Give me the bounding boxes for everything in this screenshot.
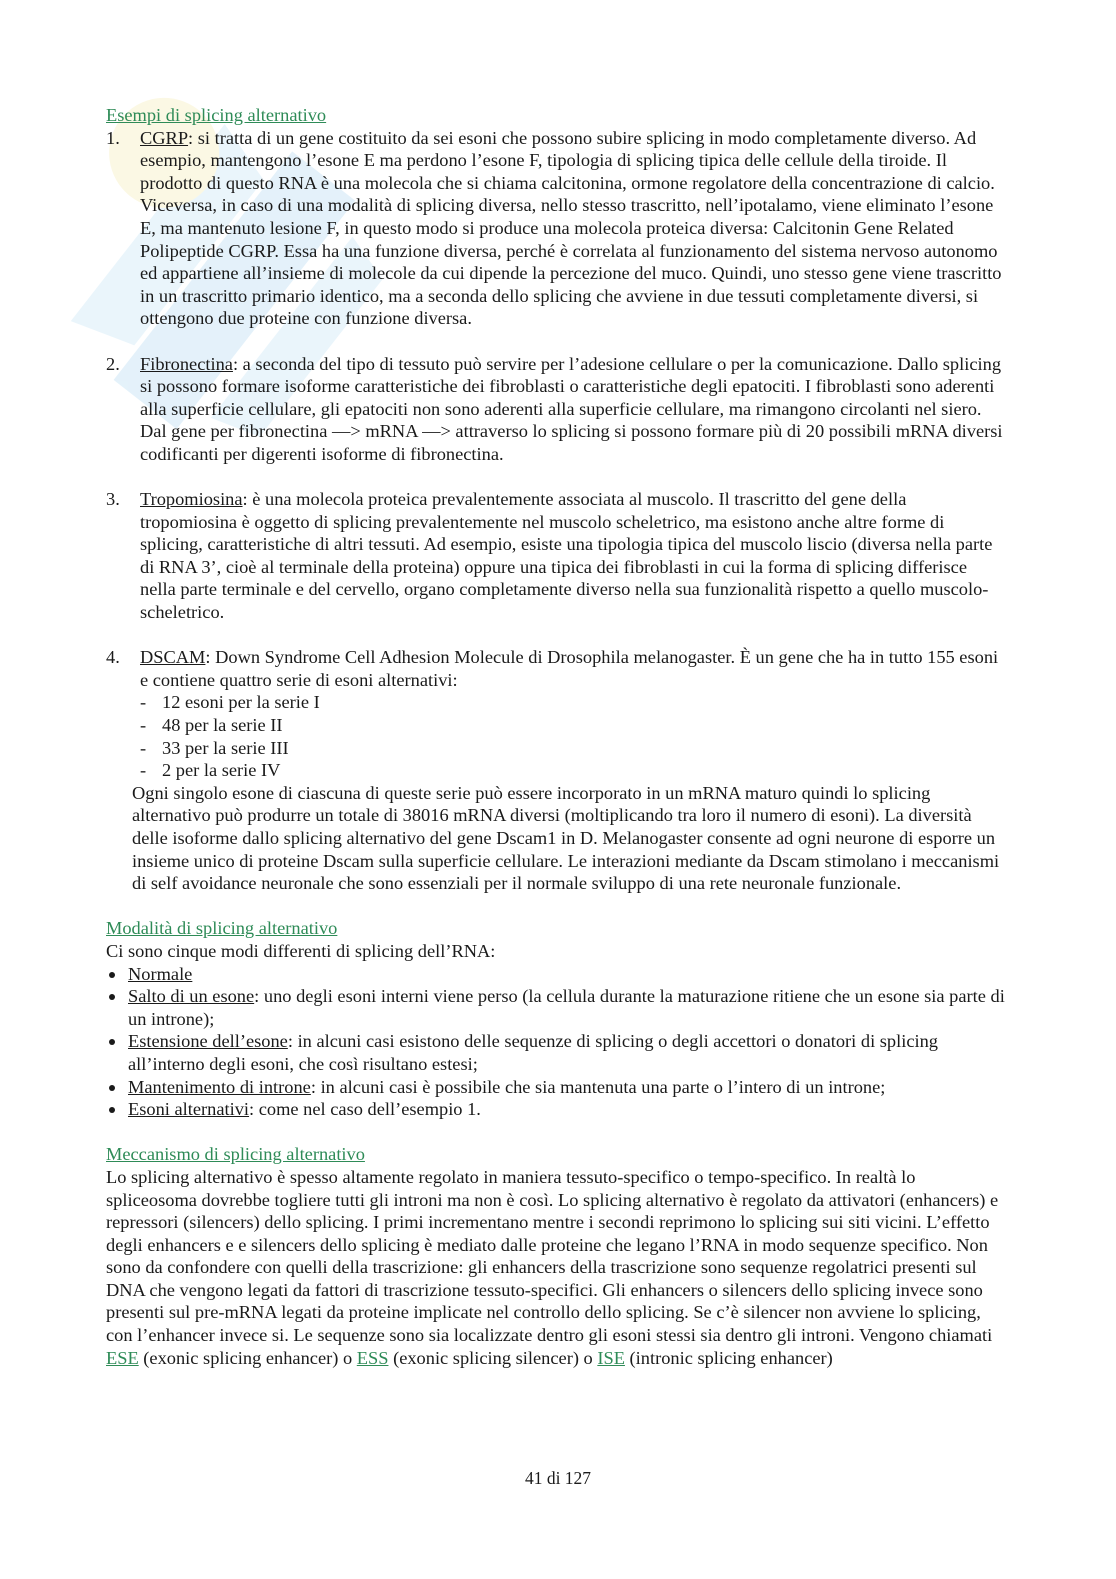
modes-intro: Ci sono cinque modi differenti di splicing dell’RNA: <box>106 940 496 961</box>
mode-item-estensione <box>106 1030 1006 1075</box>
mechanism-text: Lo splicing alternativo è spesso altamente regolato in maniera tessuto-specifico o tempo-specifico. In realtà lo spliceosoma dovrebbe togliere tutti gli introni ma non è così. Lo splicing alternativo è regolato da attivatori (enhancers) e repressori (silencers) dello splicing. I primi incrementano mentre i secondi reprimono lo splicing sui siti vicini. L’effetto degli enhancers e e silencers dello splicing è mediato dalle proteine che legano l’RNA in modo sequenze specifico. Non sono da confondere con quelli della trascrizione: gli enhancers della trascrizione sono sequenze regolatrici presenti sul DNA che vengono legati da fattori di trascrizione tessuto-specifici. Gli enhancers o silencers dello splicing invece sono presenti sul pre-mRNA legati da proteine implicate nel controllo dello splicing. Se c’è silencer non avviene lo splicing, con l’enhancer invece si. Le sequenze sono sia localizzate dentro gli esoni stessi sia dentro gli introni. Vengono chiamati <box>106 1166 999 1346</box>
mode-text: : uno degli esoni interni viene perso (la cellula durante la maturazione ritiene che un esone sia parte di un introne); <box>128 986 1005 1029</box>
mechanism-heading: Meccanismo di splicing alternativo <box>106 1144 365 1165</box>
document-page <box>106 104 1006 1369</box>
term-cgrp: CGRP <box>140 127 189 148</box>
list-number: 4. <box>106 647 120 668</box>
list-number: 1. <box>106 127 120 148</box>
page-number: 41 di 127 <box>524 1468 592 1488</box>
dscam-paragraph: Ogni singolo esone di ciascuna di queste serie può essere incorporato in un mRNA maturo quindi lo splicing alternativo può produrre un totale di 38016 mRNA diversi (moltiplicando tra loro il numero di esoni). La diversità delle isoforme dallo splicing alternativo del gene Dscam1 in D. Melanogaster consente ad ogni neurone di esporre un insieme unico di proteine Dscam sulla superficie cellulare. Le interazioni mediante da Dscam stimolano i meccanismi di self avoidance neuronale che sono essenziali per il normale sviluppo di una rete neuronale funzionale. <box>132 782 1000 894</box>
term-tropomiosina: Tropomiosina <box>140 489 243 510</box>
mode-term: Normale <box>128 963 193 984</box>
mechanism-paragraph <box>106 1166 1006 1369</box>
example-item-cgrp <box>106 127 1006 330</box>
list-item: - 33 per la serie III <box>140 737 1006 760</box>
example-item-fibronectina <box>106 353 1006 466</box>
mode-item-salto <box>106 985 1006 1030</box>
term-fibronectina: Fibronectina <box>140 353 233 374</box>
list-item: - 2 per la serie IV <box>140 759 1006 782</box>
mode-term: Esoni alternativi <box>128 1099 250 1120</box>
list-number: 2. <box>106 353 120 374</box>
list-number: 3. <box>106 489 120 510</box>
mode-term: Salto di un esone <box>128 986 255 1007</box>
mode-term: Estensione dell’esone <box>128 1031 288 1052</box>
mode-term: Mantenimento di introne <box>128 1076 311 1097</box>
examples-heading: Esempi di splicing alternativo <box>106 105 327 125</box>
example-item-dscam <box>106 646 1006 895</box>
mechanism-text: (exonic splicing silencer) o <box>388 1347 598 1368</box>
mode-text: : in alcuni casi è possibile che sia mantenuta una parte o l’intero di un introne; <box>310 1076 886 1097</box>
list-item: - 48 per la serie II <box>140 714 1006 737</box>
example-text: : è una molecola proteica prevalentemente associata al muscolo. Il trascritto del gene della tropomiosina è oggetto di splicing prevalentemente nel muscolo scheletrico, ma esistono anche altre forme di splicing, caratteristiche di altri tessuti. Ad esempio, esiste una tipologia tipica del muscolo liscio (diversa nella parte di RNA 3’, cioè al terminale della proteina) oppure una tipica dei fibroblasti in cui la forma di splicing differisce nella parte terminale e del cervello, organo completamente diverso nella sua funzionalità rispetto a quello muscolo-scheletrico. <box>140 489 993 623</box>
list-item: - 12 esoni per la serie I <box>140 691 1006 714</box>
ese-link[interactable]: ESE <box>106 1347 139 1368</box>
mechanism-text: (intronic splicing enhancer) <box>624 1347 833 1368</box>
dscam-series-list <box>140 691 1006 781</box>
ise-link[interactable]: ISE <box>597 1347 625 1368</box>
example-item-tropomiosina <box>106 488 1006 624</box>
term-dscam: DSCAM <box>140 647 206 668</box>
mode-item-esoni-alternativi <box>106 1098 1006 1121</box>
mode-text: : come nel caso dell’esempio 1. <box>249 1099 481 1120</box>
examples-list <box>106 127 1006 895</box>
ess-link[interactable]: ESS <box>356 1347 389 1368</box>
mode-text: : in alcuni casi esistono delle sequenze di splicing o degli accettori o donatori di splicing all’interno degli esoni, che così risultano estesi; <box>128 1031 939 1074</box>
modes-heading: Modalità di splicing alternativo <box>106 918 338 939</box>
example-text: : Down Syndrome Cell Adhesion Molecule di Drosophila melanogaster. È un gene che ha in tutto 155 esoni e contiene quattro serie di esoni alternativi: <box>140 647 999 690</box>
modes-list <box>106 963 1006 1121</box>
mode-item-normale <box>106 963 1006 986</box>
example-text: : si tratta di un gene costituito da sei esoni che possono subire splicing in modo completamente diverso. Ad esempio, mantengono l’esone E ma perdono l’esone F, tipologia di splicing tipica delle cellule della tiroide. Il prodotto di questo RNA è una molecola che si chiama calcitonina, ormone regolatore della concentrazione di calcio. Viceversa, in caso di una modalità di splicing diversa, nello stesso trascritto, nell’ipotalamo, viene eliminato l’esone E, ma mantenuto lesione F, in questo modo si produce una molecola proteica diversa: Calcitonin Gene Related Polipeptide CGRP. Essa ha una funzione diversa, perché è correlata al funzionamento del sistema nervoso autonomo ed appartiene all’insieme di molecole da cui dipende la percezione del muco. Quindi, uno stesso gene viene trascritto in un trascritto primario identico, ma a seconda dello splicing che avviene in due tessuti completamente diversi, si ottengono due proteine con funzione diversa. <box>140 127 1002 329</box>
mode-item-mantenimento <box>106 1076 1006 1099</box>
example-text: : a seconda del tipo di tessuto può servire per l’adesione cellulare o per la comunicazione. Dallo splicing si possono formare isoforme caratteristiche dei fibroblasti o caratteristiche degli epatociti. I fibroblasti sono aderenti alla superficie cellulare, gli epatociti non sono aderenti alla superficie cellulare, ma rimangono circolanti nel siero. Dal gene per fibronectina —> mRNA —> attraverso lo splicing si possono formare più di 20 possibili mRNA diversi codificanti per digerenti isoforme di fibronectina. <box>140 353 1003 464</box>
mechanism-text: (exonic splicing enhancer) o <box>138 1347 357 1368</box>
